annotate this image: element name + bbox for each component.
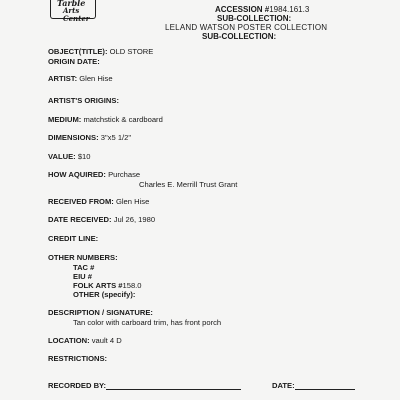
eiu-label: EIU # (73, 272, 92, 281)
folk-arts-number (73, 281, 142, 290)
recorded-by-field (48, 381, 241, 390)
dimensions-value: 3"x5 1/2" (100, 133, 132, 142)
date-received-label: DATE RECEIVED: (48, 215, 112, 224)
date-received-field (48, 215, 155, 224)
location-label: LOCATION: (48, 336, 90, 345)
description-value: Tan color with carboard trim, has front porch (73, 318, 222, 327)
other-specify-label: OTHER (specify): (73, 290, 136, 299)
artists-origins-label: ARTIST'S ORIGINS: (48, 96, 119, 105)
dimensions-field (48, 133, 131, 142)
restrictions-label: RESTRICTIONS: (48, 354, 108, 363)
date-line (295, 382, 355, 390)
date-label: DATE: (272, 381, 295, 390)
artists-origins-field (48, 96, 119, 105)
other-numbers-label: OTHER NUMBERS: (48, 253, 118, 262)
date-received-value: Jul 26, 1980 (113, 215, 156, 224)
received-from-field (48, 197, 149, 206)
accession-label: ACCESSION # (215, 5, 270, 14)
origin-date-label: ORIGIN DATE: (48, 57, 100, 66)
medium-label: MEDIUM: (48, 115, 82, 124)
value-label: VALUE: (48, 152, 76, 161)
collection-name: LELAND WATSON POSTER COLLECTION (165, 23, 328, 32)
description-field (48, 308, 153, 317)
received-from-value: Glen Hise (115, 197, 150, 206)
subcollection-label-2: SUB-COLLECTION: (202, 32, 277, 41)
how-acquired-label: HOW AQUIRED: (48, 170, 106, 179)
folk-arts-label: FOLK ARTS # (73, 281, 123, 290)
location-field (48, 336, 122, 345)
logo-line-1: Tarble (57, 0, 86, 8)
credit-line-label: CREDIT LINE: (48, 234, 99, 243)
artist-value: Glen Hise (79, 74, 113, 83)
accession-number (215, 5, 309, 14)
description-label: DESCRIPTION / SIGNATURE: (48, 308, 153, 317)
how-acquired-value-2: Charles E. Merrill Trust Grant (139, 180, 238, 189)
location-value: vault 4 D (91, 336, 122, 345)
artist-field (48, 74, 113, 83)
recorded-by-line (106, 382, 241, 390)
received-from-label: RECEIVED FROM: (48, 197, 114, 206)
value-field (48, 152, 91, 161)
restrictions-field (48, 354, 107, 363)
medium-value: matchstick & cardboard (83, 115, 163, 124)
logo-line-2: Arts Center (63, 6, 90, 23)
value-value: $10 (77, 152, 91, 161)
medium-field (48, 115, 163, 124)
object-title-field (48, 47, 153, 56)
accession-value: 1984.161.3 (269, 5, 310, 14)
object-title-label: OBJECT(TITLE): (48, 47, 108, 56)
other-numbers-field (48, 253, 118, 262)
recorded-by-label: RECORDED BY: (48, 381, 107, 390)
folk-arts-value: 158.0 (122, 281, 142, 290)
date-field (272, 381, 355, 390)
dimensions-label: DIMENSIONS: (48, 133, 99, 142)
origin-date-field (48, 57, 100, 66)
object-title-value: OLD STORE (109, 47, 154, 56)
how-acquired-field (48, 170, 140, 179)
how-acquired-value: Purchase (108, 170, 141, 179)
artist-label: ARTIST: (48, 74, 78, 83)
subcollection-label-1: SUB-COLLECTION: (217, 14, 292, 23)
tac-label: TAC # (73, 263, 95, 272)
credit-line-field (48, 234, 98, 243)
museum-logo (50, 0, 96, 23)
